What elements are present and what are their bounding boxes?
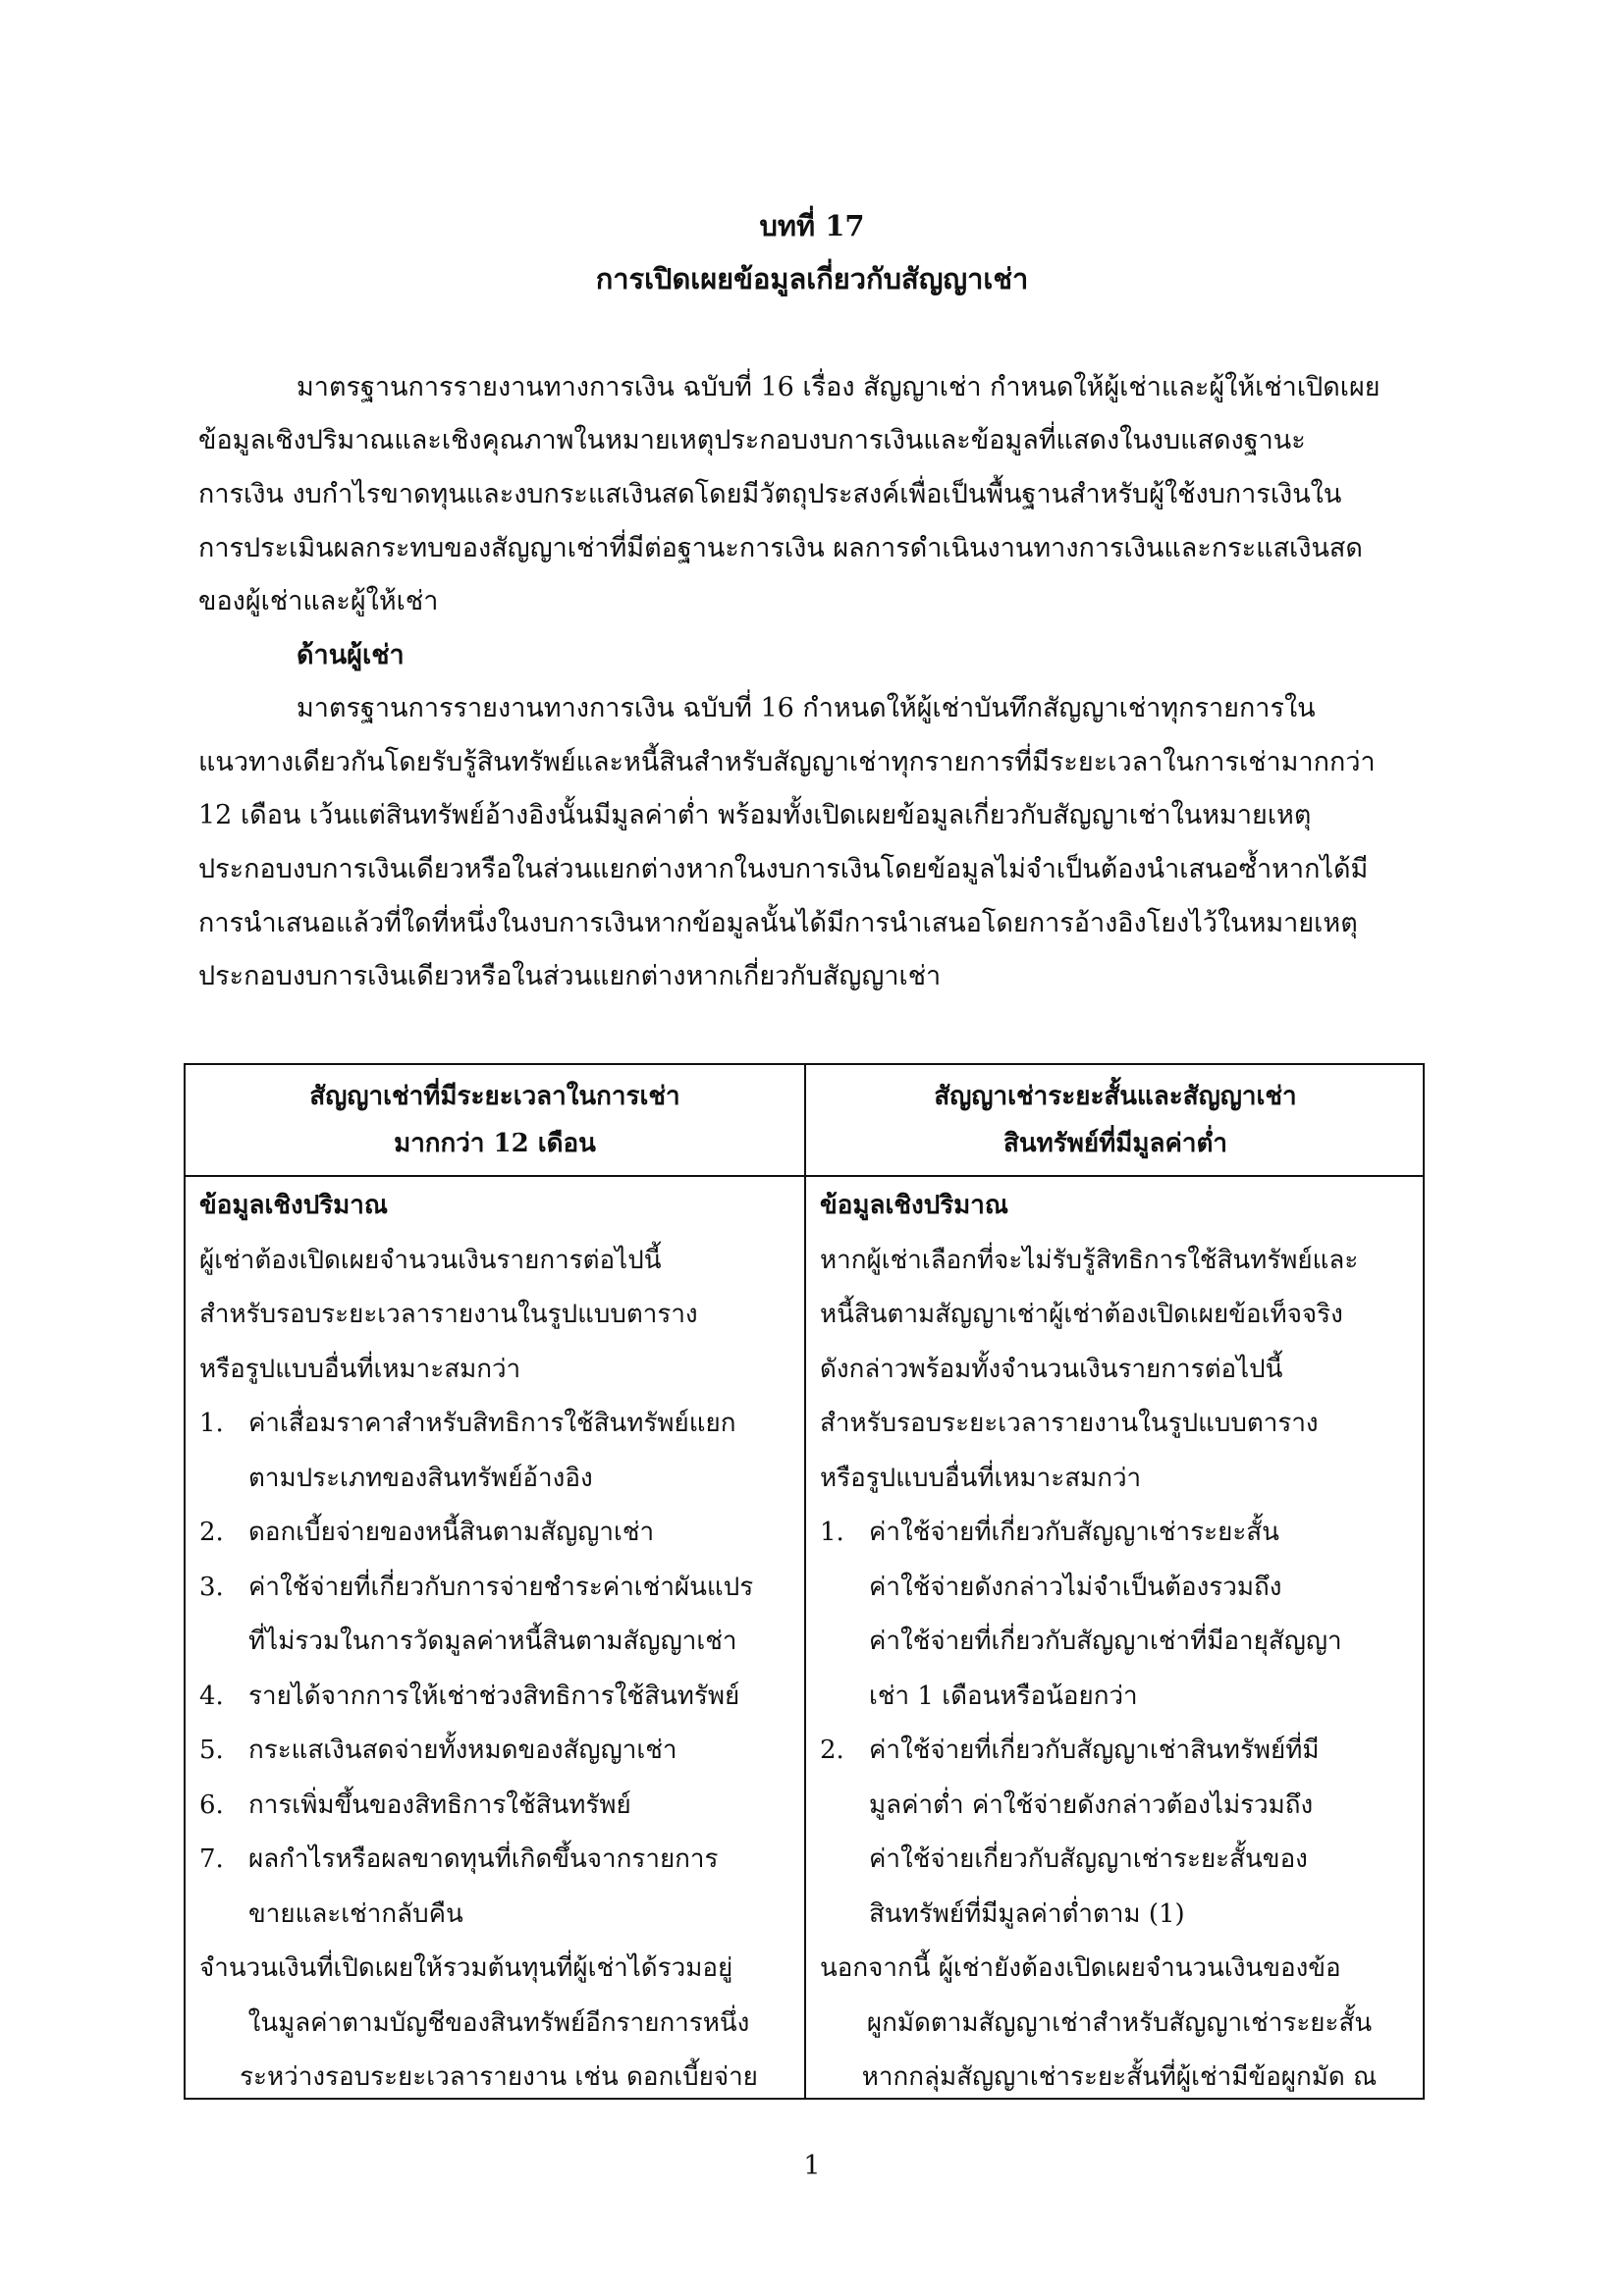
cell-line: ผู้เช่าต้องเปิดเผยจำนวนเงินรายการต่อไปนี้ — [199, 1245, 662, 1275]
list-item-continuation: ค่าใช้จ่ายเกี่ยวกับสัญญาเช่าระยะสั้นของ — [869, 1844, 1308, 1874]
list-item — [820, 1506, 1419, 1561]
list-item — [199, 1670, 798, 1725]
chapter-title: การเปิดเผยข้อมูลเกี่ยวกับสัญญาเช่า — [595, 262, 1029, 295]
cell-heading: ข้อมูลเชิงปริมาณ — [199, 1191, 389, 1220]
chapter-number: บทที่ 17 — [759, 209, 865, 242]
paragraph-line: ข้อมูลเชิงปริมาณและเชิงคุณภาพในหมายเหตุประกอบงบการเงินและข้อมูลที่แสดงในงบแสดงฐานะ — [198, 425, 1306, 455]
list-item — [820, 1724, 1419, 1779]
paragraph-line: การประเมินผลกระทบของสัญญาเช่าที่มีต่อฐานะการเงิน ผลการดำเนินงานทางการเงินและกระแสเงินสด — [198, 533, 1363, 563]
list-number: 7. — [199, 1844, 224, 1874]
list-item — [199, 1833, 798, 1888]
list-item — [199, 1561, 798, 1616]
section-heading-lessee: ด้านผู้เช่า — [297, 640, 405, 670]
table-header-divider — [186, 1175, 1423, 1177]
paragraph-line: ประกอบงบการเงินเดียวหรือในส่วนแยกต่างหากเกี่ยวกับสัญญาเช่า — [198, 961, 942, 991]
list-number: 2. — [820, 1735, 844, 1765]
cell-line: จำนวนเงินที่เปิดเผยให้รวมต้นทุนที่ผู้เช่าได้รวมอยู่ — [199, 1953, 733, 1983]
cell-line: ผูกมัดตามสัญญาเช่าสำหรับสัญญาเช่าระยะสั้น — [866, 2007, 1373, 2038]
header-line: สัญญาเช่าที่มีระยะเวลาในการเช่า — [309, 1082, 680, 1111]
list-text: ค่าใช้จ่ายที่เกี่ยวกับการจ่ายชำระค่าเช่าผันแปร — [248, 1572, 754, 1602]
list-text: การเพิ่มขึ้นของสิทธิการใช้สินทรัพย์ — [248, 1789, 631, 1820]
paragraph-line: การนำเสนอแล้วที่ใดที่หนึ่งในงบการเงินหากข้อมูลนั้นได้มีการนำเสนอโดยการอ้างอิงโยงไว้ในหมายเหตุ — [198, 908, 1358, 938]
page-number: 1 — [803, 2151, 821, 2181]
cell-line: หนี้สินตามสัญญาเช่าผู้เช่าต้องเปิดเผยข้อเท็จจริง — [820, 1300, 1343, 1329]
list-number: 5. — [199, 1735, 224, 1765]
list-text: ค่าเสื่อมราคาสำหรับสิทธิการใช้สินทรัพย์แยก — [248, 1409, 736, 1438]
list-text: ค่าใช้จ่ายที่เกี่ยวกับสัญญาเช่าระยะสั้น — [869, 1518, 1279, 1547]
paragraph-line: ประกอบงบการเงินเดียวหรือในส่วนแยกต่างหากในงบการเงินโดยข้อมูลไม่จำเป็นต้องนำเสนอซ้ำหากได้มี — [198, 854, 1369, 884]
list-item-continuation: เช่า 1 เดือนหรือน้อยกว่า — [869, 1681, 1138, 1711]
list-item-continuation: มูลค่าต่ำ ค่าใช้จ่ายดังกล่าวต้องไม่รวมถึง — [869, 1789, 1314, 1820]
paragraph-line: 12 เดือน เว้นแต่สินทรัพย์อ้างอิงนั้นมีมูลค่าต่ำ พร้อมทั้งเปิดเผยข้อมูลเกี่ยวกับสัญญาเช่าในหมายเหตุ — [198, 800, 1312, 830]
list-number: 1. — [199, 1409, 224, 1438]
list-number: 4. — [199, 1681, 224, 1711]
table-cell-long-term — [199, 1179, 798, 2106]
paragraph-line: ของผู้เช่าและผู้ให้เช่า — [198, 586, 439, 616]
list-item-continuation: ตามประเภทของสินทรัพย์อ้างอิง — [248, 1463, 593, 1493]
cell-line: หากผู้เช่าเลือกที่จะไม่รับรู้สิทธิการใช้สินทรัพย์และ — [820, 1245, 1359, 1275]
list-number: 3. — [199, 1572, 224, 1602]
cell-line: สำหรับรอบระยะเวลารายงานในรูปแบบตาราง — [820, 1409, 1319, 1438]
list-item — [199, 1397, 798, 1452]
list-number: 6. — [199, 1789, 224, 1820]
cell-line: หากกลุ่มสัญญาเช่าระยะสั้นที่ผู้เช่ามีข้อผูกมัด ณ — [861, 2062, 1378, 2092]
list-item — [199, 1506, 798, 1561]
list-item — [199, 1779, 798, 1834]
cell-line: ในมูลค่าตามบัญชีของสินทรัพย์อีกรายการหนึ่ง — [247, 2007, 750, 2038]
list-text: ผลกำไรหรือผลขาดทุนที่เกิดขึ้นจากรายการ — [248, 1844, 719, 1874]
list-item-continuation: ที่ไม่รวมในการวัดมูลค่าหนี้สินตามสัญญาเช่า — [248, 1627, 737, 1656]
cell-line: ระหว่างรอบระยะเวลารายงาน เช่น ดอกเบี้ยจ่าย — [240, 2062, 758, 2092]
table-cell-short-term — [820, 1179, 1419, 2106]
list-item-continuation: ค่าใช้จ่ายที่เกี่ยวกับสัญญาเช่าที่มีอายุสัญญา — [869, 1627, 1342, 1656]
list-text: ค่าใช้จ่ายที่เกี่ยวกับสัญญาเช่าสินทรัพย์ที่มี — [869, 1735, 1320, 1765]
list-number: 2. — [199, 1518, 224, 1547]
paragraph-line: แนวทางเดียวกันโดยรับรู้สินทรัพย์และหนี้สินสำหรับสัญญาเช่าทุกรายการที่มีระยะเวลาในการเช่ามากกว่า — [198, 747, 1376, 777]
cell-line: นอกจากนี้ ผู้เช่ายังต้องเปิดเผยจำนวนเงินของข้อ — [820, 1953, 1341, 1983]
cell-heading: ข้อมูลเชิงปริมาณ — [820, 1191, 1009, 1220]
list-item-continuation: ขายและเช่ากลับคืน — [248, 1898, 463, 1929]
table-header-long-term — [186, 1065, 804, 1175]
cell-line: ดังกล่าวพร้อมทั้งจำนวนเงินรายการต่อไปนี้ — [820, 1354, 1283, 1384]
list-item — [199, 1724, 798, 1779]
list-number: 1. — [820, 1518, 844, 1547]
header-line: มากกว่า 12 เดือน — [394, 1129, 596, 1158]
paragraph-line: มาตรฐานการรายงานทางการเงิน ฉบับที่ 16 เรื่อง สัญญาเช่า กำหนดให้ผู้เช่าและผู้ให้เช่าเปิดเผย — [297, 372, 1380, 402]
list-text: รายได้จากการให้เช่าช่วงสิทธิการใช้สินทรัพย์ — [248, 1681, 740, 1711]
list-item-continuation: สินทรัพย์ที่มีมูลค่าต่ำตาม (1) — [869, 1898, 1185, 1929]
paragraph-line: มาตรฐานการรายงานทางการเงิน ฉบับที่ 16 กำหนดให้ผู้เช่าบันทึกสัญญาเช่าทุกรายการใน — [297, 693, 1316, 723]
header-line: สัญญาเช่าระยะสั้นและสัญญาเช่า — [934, 1082, 1297, 1111]
table-header-short-term — [806, 1065, 1425, 1175]
header-line: สินทรัพย์ที่มีมูลค่าต่ำ — [1003, 1129, 1227, 1158]
list-text: ดอกเบี้ยจ่ายของหนี้สินตามสัญญาเช่า — [248, 1518, 655, 1547]
list-text: กระแสเงินสดจ่ายทั้งหมดของสัญญาเช่า — [248, 1735, 677, 1765]
cell-line: สำหรับรอบระยะเวลารายงานในรูปแบบตาราง — [199, 1300, 698, 1329]
paragraph-line: การเงิน งบกำไรขาดทุนและงบกระแสเงินสดโดยมีวัตถุประสงค์เพื่อเป็นพื้นฐานสำหรับผู้ใช้งบการเงินใน — [198, 479, 1342, 509]
disclosure-table — [184, 1063, 1425, 2100]
cell-line: หรือรูปแบบอื่นที่เหมาะสมกว่า — [199, 1354, 521, 1384]
list-item-continuation: ค่าใช้จ่ายดังกล่าวไม่จำเป็นต้องรวมถึง — [869, 1572, 1282, 1602]
cell-line: หรือรูปแบบอื่นที่เหมาะสมกว่า — [820, 1463, 1142, 1493]
table-column-divider — [804, 1065, 806, 2098]
